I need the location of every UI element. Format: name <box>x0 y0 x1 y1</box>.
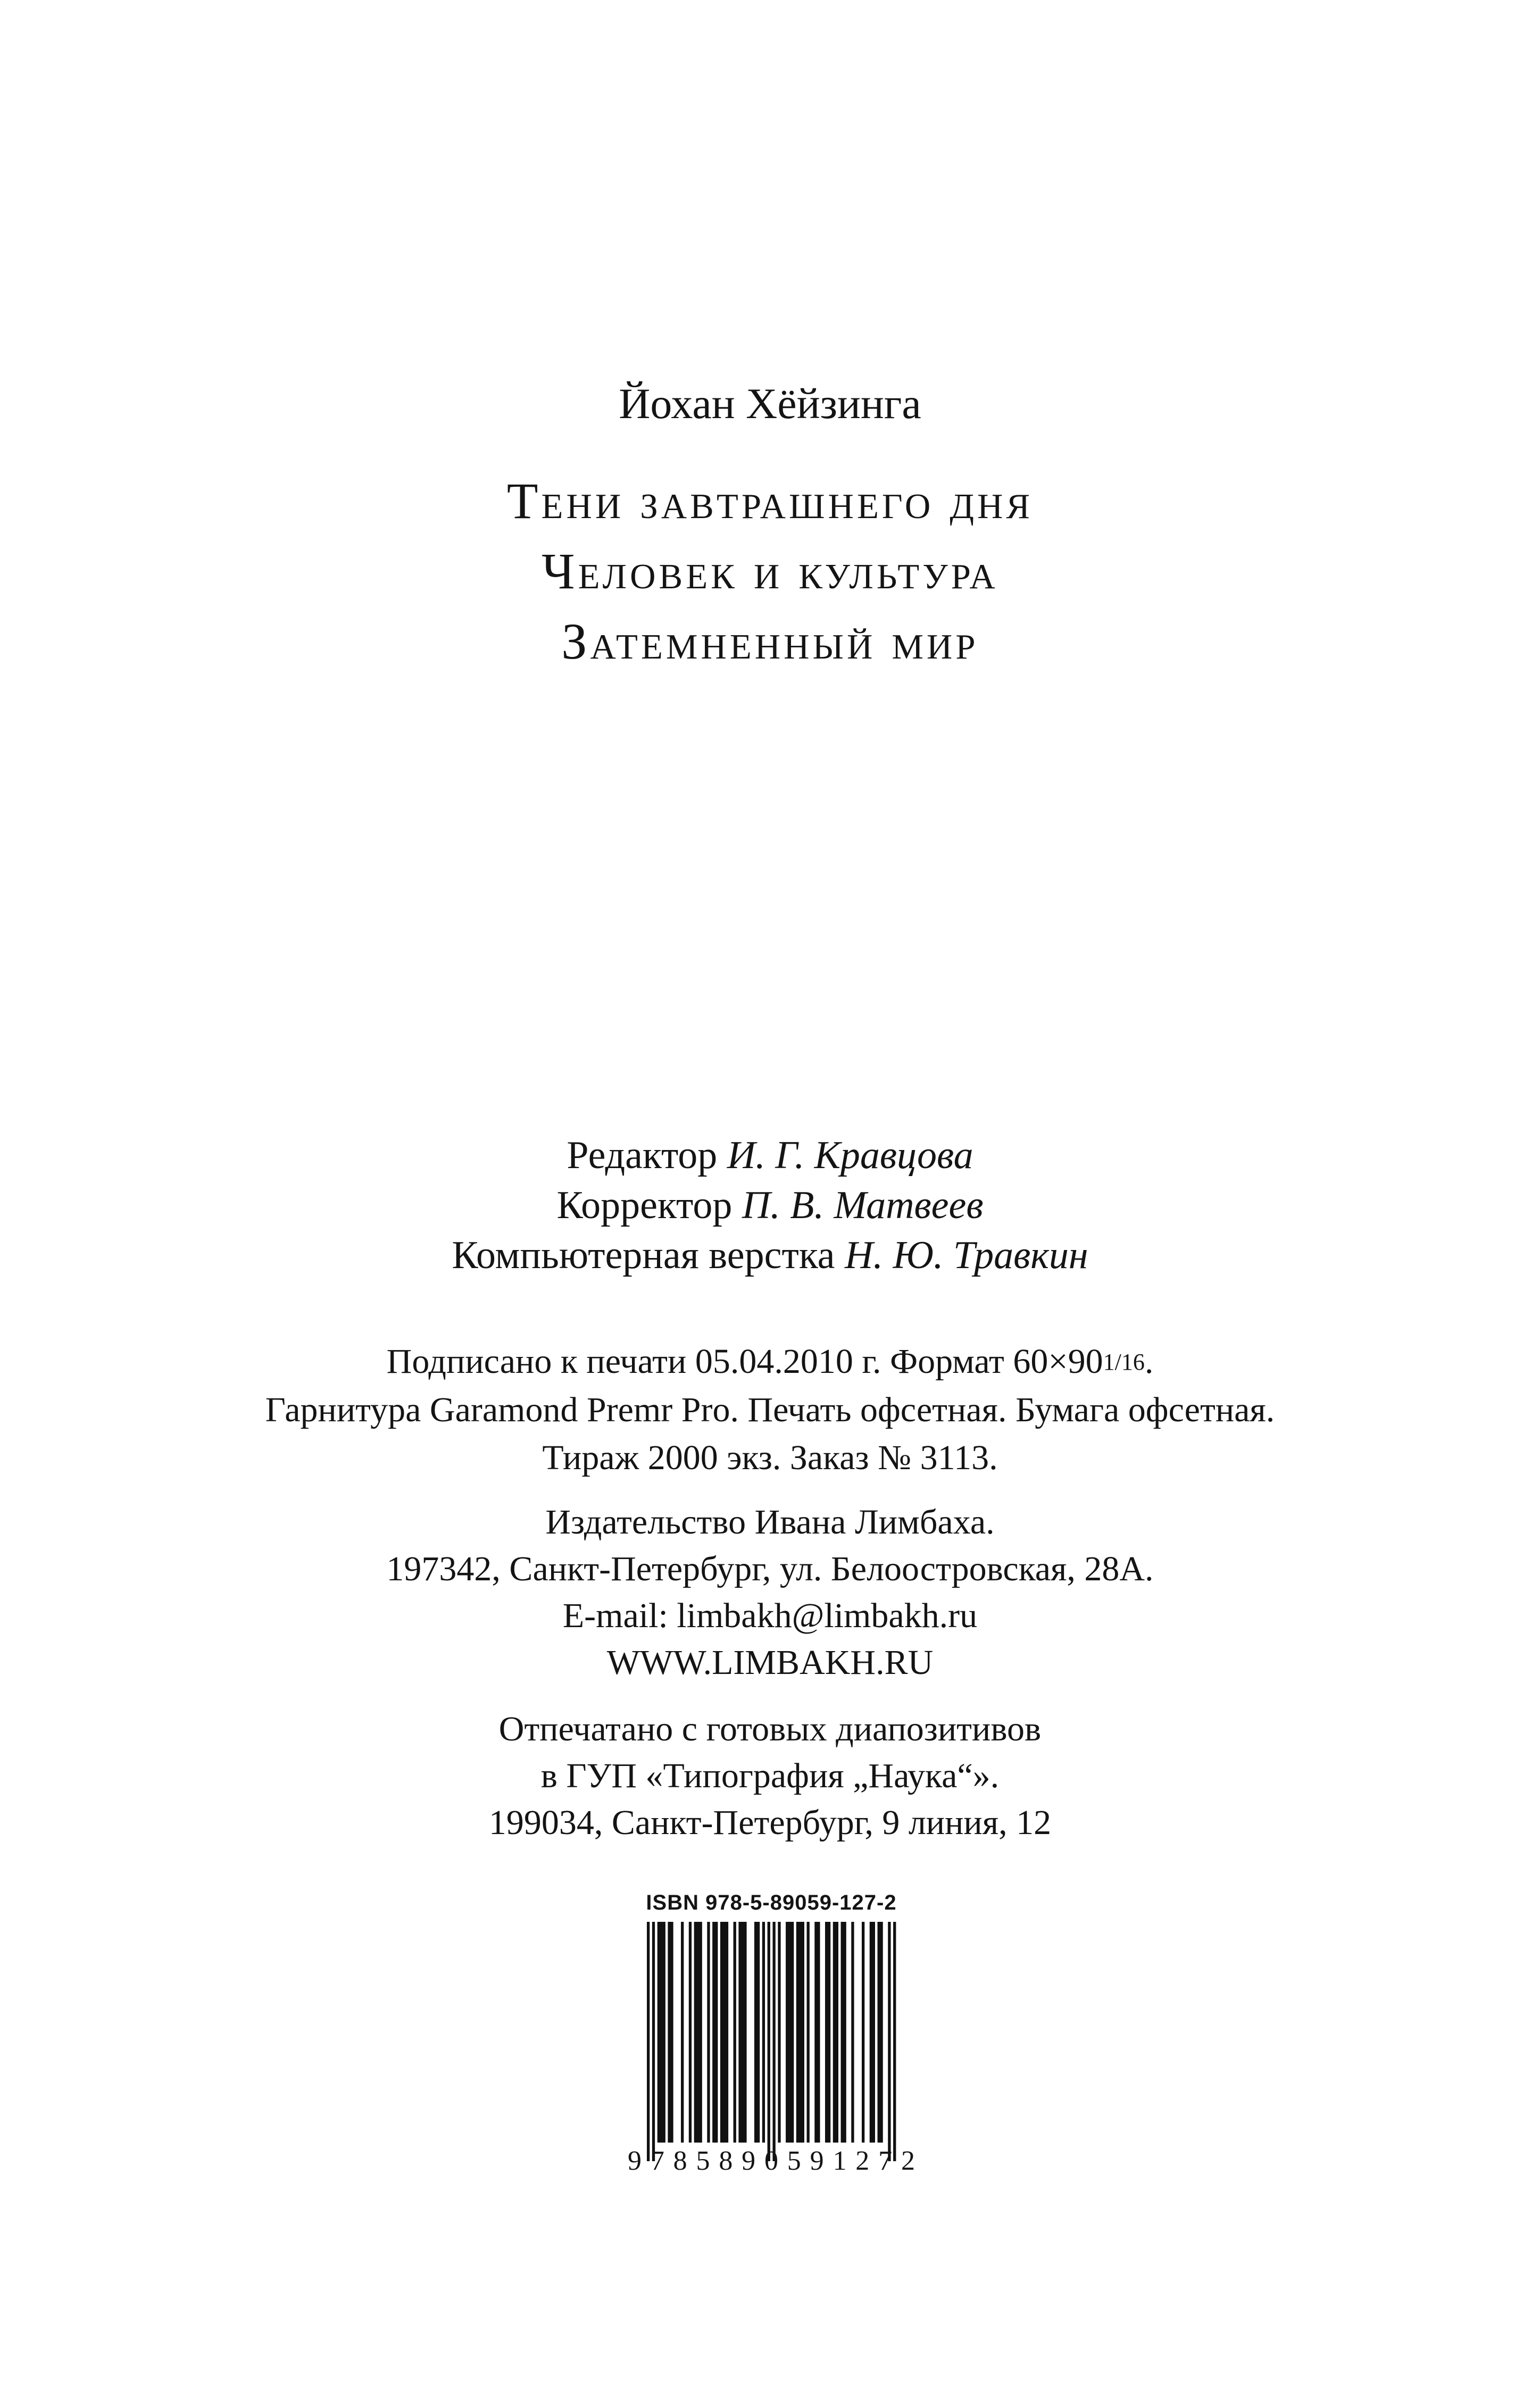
publisher-address: 197342, Санкт-Петербург, ул. Белоостровская, 28А. <box>386 1549 1154 1588</box>
credit-proofreader <box>0 1180 1540 1230</box>
imprint-line: Гарнитура Garamond Premr Pro. Печать офсетная. Бумага офсетная. <box>265 1390 1275 1429</box>
barcode-bar <box>833 1922 836 2143</box>
barcode-bar <box>772 1922 775 2161</box>
barcode-bar <box>878 1922 880 2143</box>
barcode-bar <box>862 1922 864 2143</box>
printer-line: Отпечатано с готовых диапозитивов <box>498 1710 1042 1748</box>
barcode-bar <box>668 1922 670 2143</box>
credit-editor <box>0 1130 1540 1180</box>
title-line: Человек и культура <box>542 543 998 599</box>
barcode-bar <box>870 1922 872 2143</box>
credit-layout <box>0 1230 1540 1280</box>
credits <box>0 1130 1540 1280</box>
barcode-bar <box>814 1922 817 2143</box>
barcode-digit: 7 <box>878 2146 893 2176</box>
barcode-bar <box>786 1922 788 2143</box>
barcode-bar <box>689 1922 692 2143</box>
barcode-bar <box>700 1922 702 2143</box>
barcode-bar <box>768 1922 770 2161</box>
barcode-bar <box>791 1922 794 2143</box>
imprint-line: Подписано к печати 05.04.2010 г. Формат 60×901/16. <box>386 1342 1154 1381</box>
barcode-digit: 7 <box>650 2146 664 2176</box>
barcode-bar <box>851 1922 854 2143</box>
barcode-digit: 0 <box>764 2146 778 2176</box>
barcode-bar <box>888 1922 890 2161</box>
barcode-bar <box>757 1922 760 2143</box>
barcode-digit: 1 <box>833 2146 847 2176</box>
barcode-digit: 8 <box>673 2146 687 2176</box>
barcode-bar <box>880 1922 883 2143</box>
imprint-info <box>0 1338 1540 1482</box>
barcode-bar <box>796 1922 799 2143</box>
barcode-bar <box>647 1922 650 2161</box>
barcode-bar <box>802 1922 804 2143</box>
isbn-label: ISBN 978-5-89059-127-2 <box>646 1891 897 1914</box>
publisher-name: Издательство Ивана Лимбаха. <box>545 1503 995 1542</box>
barcode-bar <box>712 1922 715 2143</box>
barcode-bars <box>628 1922 915 2161</box>
barcode-digit: 2 <box>855 2146 870 2176</box>
barcode-digit: 9 <box>742 2146 756 2176</box>
book-titles <box>0 466 1540 677</box>
barcode-bar <box>697 1922 700 2143</box>
barcode-bar <box>799 1922 802 2143</box>
barcode-bar <box>836 1922 838 2143</box>
imprint-signed-format: Подписано к печати 05.04.2010 г. Формат 60×90 <box>386 1342 1103 1381</box>
imprint-line: Тираж 2000 экз. Заказ № 3113. <box>542 1438 998 1477</box>
credit-role: Корректор <box>556 1184 732 1227</box>
barcode-bar <box>657 1922 660 2143</box>
barcode-bar <box>723 1922 726 2143</box>
barcode-bar <box>660 1922 663 2143</box>
barcode-bar <box>762 1922 765 2143</box>
publisher-email: E-mail: limbakh@limbakh.ru <box>562 1596 978 1635</box>
barcode-bar <box>744 1922 746 2143</box>
barcode-bar <box>841 1922 844 2143</box>
barcode-bar <box>715 1922 718 2143</box>
credit-name: И. Г. Кравцова <box>727 1134 973 1177</box>
barcode-bar <box>681 1922 684 2143</box>
title-line: Тени завтрашнего дня <box>506 472 1034 529</box>
barcode-bar <box>843 1922 846 2143</box>
printer-line: в ГУП «Типография „Наука“». <box>540 1756 1000 1795</box>
credit-name: Н. Ю. Травкин <box>845 1234 1088 1277</box>
barcode-digit: 8 <box>719 2146 733 2176</box>
barcode-bar <box>893 1922 896 2161</box>
barcode-bar <box>754 1922 757 2143</box>
printer-info <box>0 1706 1540 1846</box>
barcode-digit: 5 <box>787 2146 801 2176</box>
barcode-bar <box>817 1922 820 2143</box>
credit-name: П. В. Матвеев <box>742 1184 984 1227</box>
barcode-digit: 2 <box>901 2146 915 2176</box>
barcode-bar <box>720 1922 723 2143</box>
credit-role: Компьютерная верстка <box>452 1234 835 1277</box>
barcode-bar <box>726 1922 728 2143</box>
publisher-website: WWW.LIMBAKH.RU <box>606 1643 934 1682</box>
title-line: Затемненный мир <box>561 613 979 670</box>
barcode-bar <box>707 1922 710 2143</box>
barcode-bar <box>652 1922 655 2161</box>
barcode-bar <box>872 1922 875 2143</box>
format-fraction: 1/16 <box>1103 1349 1145 1375</box>
barcode-digit: 9 <box>628 2146 642 2176</box>
barcode-bar <box>670 1922 673 2143</box>
printer-line: 199034, Санкт-Петербург, 9 линия, 12 <box>488 1803 1052 1842</box>
barcode-bar <box>663 1922 665 2143</box>
barcode-digit: 5 <box>696 2146 710 2176</box>
barcode-bar <box>828 1922 830 2143</box>
credit-role: Редактор <box>567 1134 718 1177</box>
barcode-bar <box>788 1922 791 2143</box>
barcode-digit: 9 <box>810 2146 824 2176</box>
barcode-digits <box>628 2145 915 2177</box>
barcode-bar <box>807 1922 810 2143</box>
barcode-bar <box>694 1922 697 2143</box>
barcode-bar <box>734 1922 736 2143</box>
isbn-barcode <box>628 1891 915 2186</box>
barcode-bar <box>738 1922 741 2143</box>
publisher-info <box>0 1499 1540 1686</box>
barcode-bar <box>825 1922 828 2143</box>
barcode-bar <box>778 1922 780 2143</box>
barcode-bar <box>741 1922 744 2143</box>
author-name: Йохан Хёйзинга <box>619 379 921 428</box>
